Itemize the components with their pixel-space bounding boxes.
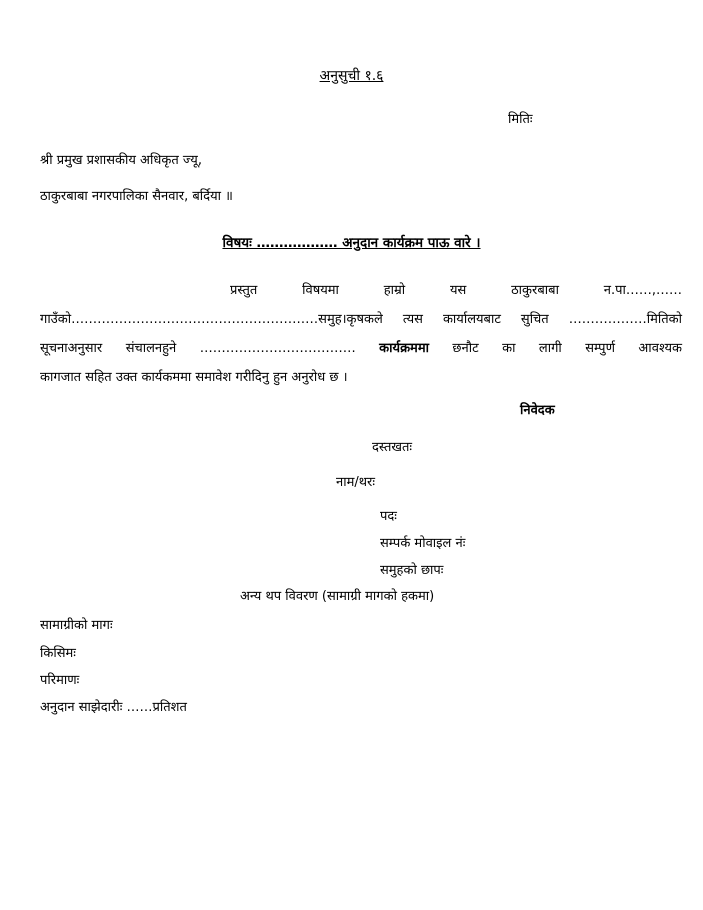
name-field: नाम/थरः <box>336 475 375 490</box>
document-title: अनुसुची १.६ <box>319 68 384 84</box>
date-label: मितिः <box>508 112 533 127</box>
subject-line: विषयः ……………… अनुदान कार्यक्रम पाऊ वारे । <box>222 235 481 251</box>
body-line-3-start: सूचनाअनुसार संचालनहुने ……………………………… <box>40 341 380 356</box>
body-line-1 <box>40 276 682 305</box>
applicant-label: निवेदक <box>520 403 555 418</box>
body-line-3 <box>40 334 682 363</box>
body-line-1-text: प्रस्तुत विषयमा हाम्रो यस ठाकुरबाबा न.पा……,…… <box>230 283 682 298</box>
type-field: किसिमः <box>40 646 76 661</box>
body-line-3-end: छनौट का लागी सम्पुर्ण आवश्यक <box>428 341 682 356</box>
other-details-heading: अन्य थप विवरण (सामाग्री मागको हकमा) <box>240 589 435 604</box>
recipient-line-1: श्री प्रमुख प्रशासकीय अधिकृत ज्यू, <box>40 153 202 168</box>
recipient-line-2: ठाकुरबाबा नगरपालिका सैनवार, बर्दिया ॥ <box>40 189 233 204</box>
grant-share-field: अनुदान साझेदारीः ……प्रतिशत <box>40 700 187 715</box>
body-paragraph <box>40 276 682 392</box>
body-line-2: गाउँको…………………………………………………समुह।कृषकले त्यस कार्यालयबाट सुचित ………………मितिको <box>40 312 682 327</box>
quantity-field: परिमाणः <box>40 673 80 688</box>
program-word: कार्यक्रममा <box>379 341 429 356</box>
signature-field: दस्तखतः <box>372 440 413 455</box>
mobile-field: सम्पर्क मोवाइल नंः <box>380 536 466 551</box>
material-demand-field: सामाग्रीको मागः <box>40 618 113 633</box>
post-field: पदः <box>380 509 397 524</box>
body-line-4: कागजात सहित उक्त कार्यकममा समावेश गरीदिनु हुन अनुरोध छ । <box>40 370 348 385</box>
stamp-field: समुहको छापः <box>380 563 444 578</box>
